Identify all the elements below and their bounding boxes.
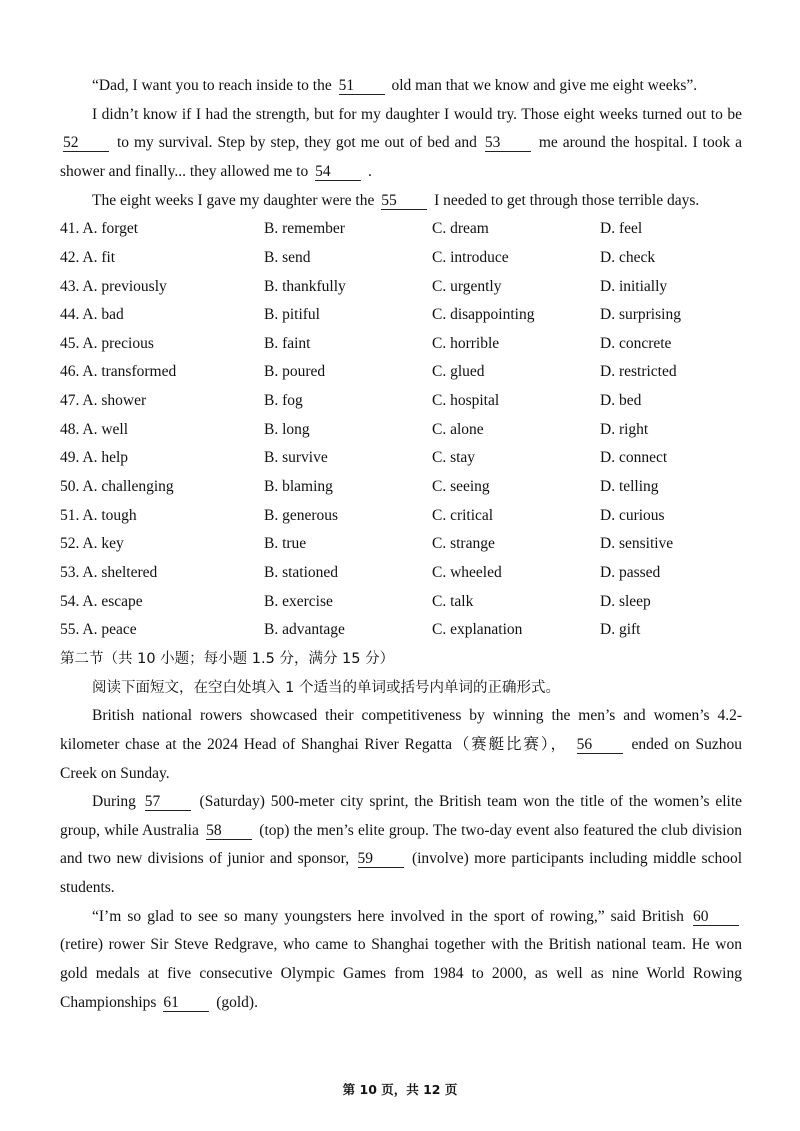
option-c: C. critical	[432, 506, 494, 524]
blank-54: 54	[315, 163, 361, 181]
option-a: 48. A. well	[60, 420, 129, 438]
option-d: D. bed	[600, 392, 642, 410]
document-page	[60, 72, 742, 1017]
blank-56: 56	[577, 736, 623, 754]
paragraph	[60, 903, 742, 1018]
option-b: B. blaming	[264, 478, 333, 496]
option-b: B. exercise	[264, 592, 333, 610]
paragraph-text: During	[92, 793, 136, 811]
option-b: B. advantage	[264, 621, 345, 639]
paragraph-text: I didn’t know if I had the strength, but for my daughter I would try. Those eight weeks turned out to be	[92, 105, 742, 123]
paragraph-text: The eight weeks I gave my daughter were the	[92, 191, 375, 209]
paragraph	[60, 187, 742, 216]
option-d: D. feel	[600, 220, 643, 238]
option-a: 45. A. precious	[60, 334, 154, 352]
question-row	[60, 244, 742, 273]
option-d: D. sleep	[600, 592, 651, 610]
option-b: B. poured	[264, 363, 326, 381]
option-a: 41. A. forget	[60, 220, 139, 238]
paragraph-text: (retire) rower Sir Steve Redgrave, who came to Shanghai together with the British national team. He won gold medals at five consecutive Olympic Games from 1984 to 2000, as well as nine World Rowing Championships	[60, 936, 742, 1011]
option-d: D. right	[600, 420, 649, 438]
paragraph	[60, 72, 742, 101]
option-a: 51. A. tough	[60, 506, 137, 524]
question-row	[60, 358, 742, 387]
paragraph-text: (Saturday) 500-meter city sprint, the British team won the title of the women’s elite group, while Australia	[60, 793, 743, 839]
option-d: D. initially	[600, 277, 668, 295]
blank-57: 57	[145, 793, 191, 811]
blank-51: 51	[339, 77, 385, 95]
question-row	[60, 502, 742, 531]
option-a: 53. A. sheltered	[60, 563, 158, 581]
grammar-fill-passage	[60, 702, 742, 1017]
option-c: C. alone	[432, 420, 484, 438]
option-d: D. gift	[600, 621, 641, 639]
option-c: C. hospital	[432, 392, 500, 410]
option-a: 46. A. transformed	[60, 363, 177, 381]
option-c: C. seeing	[432, 478, 490, 496]
option-a: 49. A. help	[60, 449, 129, 467]
option-b: B. fog	[264, 392, 303, 410]
option-b: B. stationed	[264, 563, 339, 581]
option-c: C. strange	[432, 535, 495, 553]
option-a: 54. A. escape	[60, 592, 143, 610]
option-d: D. surprising	[600, 306, 681, 324]
option-d: D. passed	[600, 563, 661, 581]
option-a: 43. A. previously	[60, 277, 167, 295]
paragraph-text: (top) the men’s elite group. The two-day event also featured the club division and two new divisions of junior and sponsor,	[60, 821, 743, 868]
question-row	[60, 530, 742, 559]
option-d: D. restricted	[600, 363, 677, 381]
option-c: C. stay	[432, 449, 476, 467]
paragraph-text: (involve) more participants including middle school students.	[60, 850, 743, 897]
question-row	[60, 273, 742, 302]
option-d: D. connect	[600, 449, 668, 467]
option-b: B. long	[264, 420, 310, 438]
option-d: D. sensitive	[600, 535, 674, 553]
paragraph	[60, 101, 742, 187]
question-row	[60, 588, 742, 617]
option-c: C. introduce	[432, 248, 509, 266]
option-b: B. generous	[264, 506, 339, 524]
option-c: C. glued	[432, 363, 485, 381]
paragraph-text: me around the hospital. I took a shower and finally... they allowed me to	[60, 134, 743, 180]
question-row	[60, 473, 742, 502]
question-row	[60, 416, 742, 445]
option-a: 42. A. fit	[60, 248, 116, 266]
blank-55: 55	[381, 192, 427, 210]
blank-52: 52	[63, 134, 109, 152]
paragraph	[60, 702, 742, 788]
option-a: 50. A. challenging	[60, 478, 174, 496]
blank-60: 60	[693, 908, 739, 926]
paragraph-text: (gold).	[216, 993, 258, 1011]
option-a: 44. A. bad	[60, 306, 124, 324]
paragraph-text: ended on Suzhou Creek on Sunday.	[60, 735, 743, 782]
option-b: B. survive	[264, 449, 328, 467]
paragraph-text: “I’m so glad to see so many youngsters here involved in the sport of rowing,” said British	[92, 907, 684, 925]
blank-59: 59	[358, 850, 404, 868]
option-b: B. send	[264, 248, 311, 266]
blank-61: 61	[163, 994, 209, 1012]
question-row	[60, 616, 742, 645]
paragraph-text: .	[367, 162, 372, 180]
answer-options	[60, 215, 742, 645]
option-a: 55. A. peace	[60, 621, 137, 639]
option-b: B. remember	[264, 220, 345, 238]
section-heading: 第二节（共 10 小题；每小题 1.5 分，满分 15 分）	[60, 650, 395, 667]
question-row	[60, 215, 742, 244]
paragraph-text: old man that we know and give me eight weeks”.	[391, 77, 698, 94]
option-c: C. talk	[432, 592, 474, 610]
option-b: B. true	[264, 535, 307, 553]
question-row	[60, 330, 742, 359]
option-b: B. pitiful	[264, 306, 320, 324]
question-row	[60, 444, 742, 473]
option-d: D. telling	[600, 478, 659, 496]
option-d: D. concrete	[600, 334, 672, 352]
paragraph-text: to my survival. Step by step, they got me out of bed and	[116, 134, 477, 152]
blank-58: 58	[206, 822, 252, 840]
paragraph-text: “Dad, I want you to reach inside to the	[92, 77, 332, 94]
section-instruction: 阅读下面短文，在空白处填入 1 个适当的单词或括号内单词的正确形式。	[92, 679, 560, 696]
option-c: C. dream	[432, 220, 489, 238]
cloze-passage	[60, 72, 742, 215]
question-row	[60, 301, 742, 330]
option-c: C. urgently	[432, 277, 502, 295]
paragraph-text: I needed to get through those terrible days.	[434, 191, 700, 209]
option-c: C. wheeled	[432, 563, 502, 581]
paragraph-text: British national rowers showcased their competitiveness by winning the men’s and women’s 4.2-kilometer chase at the 2024 Head of Shanghai River Regatta（赛艇比赛），	[60, 707, 742, 753]
paragraph	[60, 788, 742, 903]
option-a: 47. A. shower	[60, 392, 147, 410]
blank-53: 53	[485, 134, 531, 152]
option-b: B. thankfully	[264, 277, 346, 295]
question-row	[60, 387, 742, 416]
option-c: C. horrible	[432, 334, 500, 352]
option-a: 52. A. key	[60, 535, 124, 553]
option-c: C. explanation	[432, 621, 523, 639]
option-d: D. check	[600, 248, 656, 266]
option-b: B. faint	[264, 334, 311, 352]
page-number: 第 10 页，共 12 页	[342, 1082, 458, 1097]
option-d: D. curious	[600, 506, 665, 524]
question-row	[60, 559, 742, 588]
option-c: C. disappointing	[432, 306, 535, 324]
